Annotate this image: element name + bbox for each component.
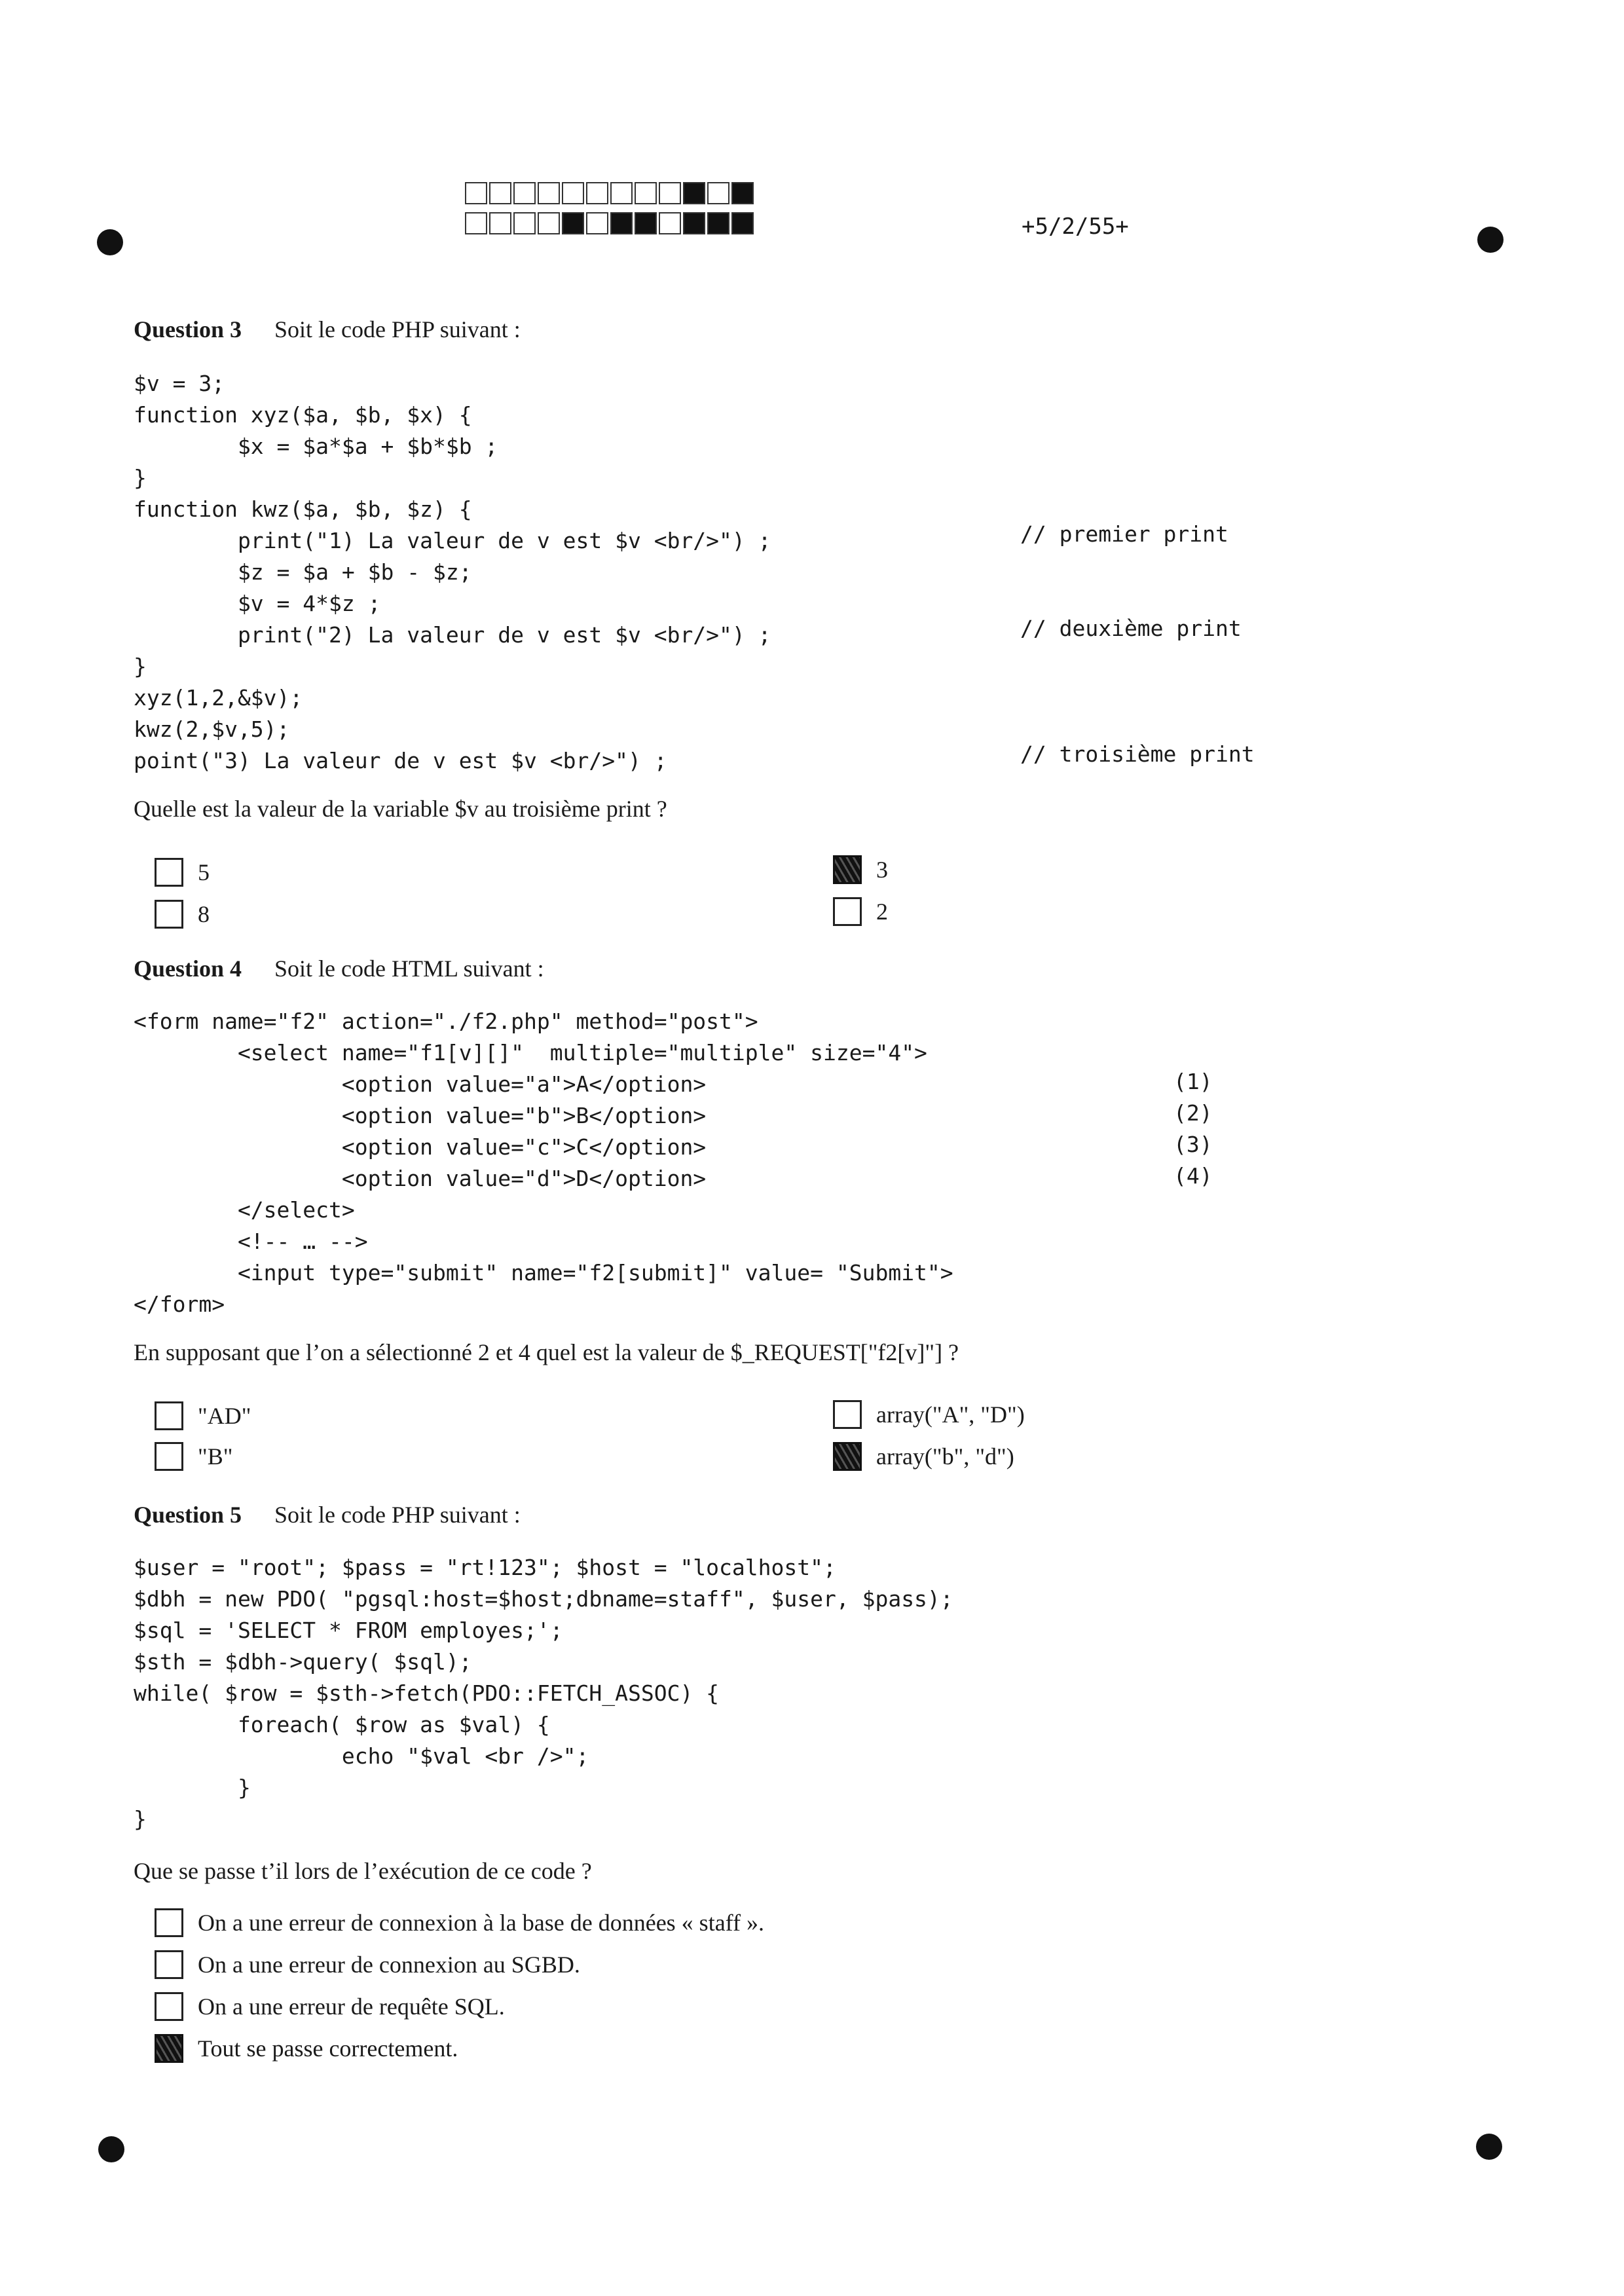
- barcode-cell: [610, 182, 633, 204]
- q5-answer-c[interactable]: [155, 1992, 505, 2021]
- barcode-cell: [683, 182, 705, 204]
- barcode-cell: [562, 212, 584, 234]
- q3-code-block: $v = 3; function xyz($a, $b, $x) { $x = $a*$a + $b*$b ; } function kwz($a, $b, $z) { print("1) La valeur de v est $v <br/>") ; $z = $a + $b - $z; $v = 4*$z ; print("2) La valeur de v est $v <br/>") ; } xyz(1,2,&$v); kwz(2,$v,5); point("3) La valeur de v est $v <br/>") ;: [134, 371, 771, 773]
- barcode-cell: [707, 212, 729, 234]
- barcode-cell: [683, 212, 705, 234]
- barcode-cell: [635, 182, 657, 204]
- barcode-cell: [489, 182, 511, 204]
- q4-answer-d[interactable]: [833, 1442, 1014, 1471]
- corner-marker-top-left: [97, 229, 123, 255]
- checkbox[interactable]: [155, 2034, 183, 2063]
- q3-comment-1: // premier print: [1020, 521, 1228, 547]
- barcode-cell: [635, 212, 657, 234]
- checkbox[interactable]: [155, 1950, 183, 1979]
- barcode-cell: [538, 212, 560, 234]
- barcode-cell: [731, 212, 754, 234]
- answer-label: "AD": [198, 1403, 251, 1429]
- corner-marker-bottom-right: [1476, 2134, 1502, 2160]
- answer-label: array("b", "d"): [876, 1443, 1014, 1470]
- checkbox[interactable]: [155, 1442, 183, 1471]
- checkbox[interactable]: [833, 897, 862, 926]
- q4-answer-a[interactable]: [155, 1401, 251, 1430]
- q4-answer-b[interactable]: [833, 1400, 1025, 1429]
- checkbox[interactable]: [833, 1442, 862, 1471]
- barcode-row-1: [465, 182, 756, 204]
- q4-marker-4: (4): [1173, 1163, 1213, 1189]
- q5-code-block: $user = "root"; $pass = "rt!123"; $host = "localhost"; $dbh = new PDO( "pgsql:host=$host;dbname=staff", $user, $pass); $sql = 'SELECT * FROM employes;'; $sth = $dbh->query( $sql); while( $row = $sth->fetch(PDO::FETCH_ASSOC) { foreach( $row as $val) { echo "$val <br />"; } }: [134, 1555, 953, 1832]
- question-intro: Soit le code PHP suivant :: [274, 1502, 521, 1528]
- q5-answer-b[interactable]: [155, 1950, 580, 1979]
- barcode-cell: [562, 182, 584, 204]
- q4-answer-c[interactable]: [155, 1442, 232, 1471]
- barcode-cell: [489, 212, 511, 234]
- barcode-cell: [707, 182, 729, 204]
- question-number: Question 5: [134, 1502, 242, 1528]
- question-3-header: [134, 316, 521, 343]
- q3-comment-2: // deuxième print: [1020, 616, 1242, 641]
- barcode-cell: [513, 212, 536, 234]
- checkbox[interactable]: [155, 1401, 183, 1430]
- checkbox[interactable]: [833, 1400, 862, 1429]
- q3-answer-c[interactable]: [155, 900, 210, 929]
- q4-prompt: En supposant que l’on a sélectionné 2 et 4 quel est la valeur de $_REQUEST["f2[v]"] ?: [134, 1339, 959, 1365]
- q3-answer-b[interactable]: [833, 855, 888, 884]
- answer-label: 3: [876, 857, 888, 883]
- question-number: Question 4: [134, 955, 242, 982]
- answer-label: On a une erreur de connexion à la base de données « staff ».: [198, 1910, 765, 1936]
- q3-comment-3: // troisième print: [1020, 741, 1255, 767]
- corner-marker-top-right: [1477, 227, 1504, 253]
- q3-answer-a[interactable]: [155, 858, 210, 887]
- question-5-header: [134, 1501, 521, 1528]
- barcode-cell: [610, 212, 633, 234]
- barcode-cell: [731, 182, 754, 204]
- checkbox[interactable]: [155, 1908, 183, 1937]
- answer-label: 5: [198, 859, 210, 885]
- answer-label: Tout se passe correctement.: [198, 2035, 458, 2062]
- answer-label: On a une erreur de requête SQL.: [198, 1993, 505, 2020]
- q5-prompt: Que se passe t’il lors de l’exécution de ce code ?: [134, 1858, 592, 1884]
- answer-label: array("A", "D"): [876, 1401, 1025, 1428]
- barcode-cell: [659, 212, 681, 234]
- q4-code-block: <form name="f2" action="./f2.php" method="post"> <select name="f1[v][]" multiple="multiple" size="4"> <option value="a">A</option> <option value="b">B</option> <option value="c">C</option> <option value="d">D</option> </select> <!-- … --> <input type="submit" name="f2[submit]" value= "Submit"> </form>: [134, 1009, 953, 1317]
- answer-label: On a une erreur de connexion au SGBD.: [198, 1952, 580, 1978]
- page-id: +5/2/55+: [1022, 213, 1129, 240]
- barcode-cell: [538, 182, 560, 204]
- q5-answer-a[interactable]: [155, 1908, 764, 1937]
- checkbox[interactable]: [833, 855, 862, 884]
- q3-prompt: Quelle est la valeur de la variable $v au troisième print ?: [134, 796, 667, 822]
- q3-answer-d[interactable]: [833, 897, 888, 926]
- barcode-cell: [586, 212, 608, 234]
- barcode-cell: [513, 182, 536, 204]
- barcode-cell: [659, 182, 681, 204]
- answer-label: 2: [876, 898, 888, 925]
- q4-marker-2: (2): [1173, 1100, 1213, 1126]
- answer-label: "B": [198, 1443, 233, 1470]
- q4-marker-3: (3): [1173, 1132, 1213, 1157]
- question-4-header: [134, 955, 544, 982]
- corner-marker-bottom-left: [98, 2136, 124, 2162]
- checkbox[interactable]: [155, 900, 183, 929]
- question-intro: Soit le code HTML suivant :: [274, 955, 544, 982]
- barcode-row-2: [465, 212, 756, 234]
- checkbox[interactable]: [155, 858, 183, 887]
- barcode-cell: [586, 182, 608, 204]
- question-number: Question 3: [134, 316, 242, 343]
- q4-marker-1: (1): [1173, 1069, 1213, 1094]
- question-intro: Soit le code PHP suivant :: [274, 316, 521, 343]
- answer-label: 8: [198, 901, 210, 927]
- q5-answer-d[interactable]: [155, 2034, 458, 2063]
- barcode-cell: [465, 212, 487, 234]
- barcode-cell: [465, 182, 487, 204]
- checkbox[interactable]: [155, 1992, 183, 2021]
